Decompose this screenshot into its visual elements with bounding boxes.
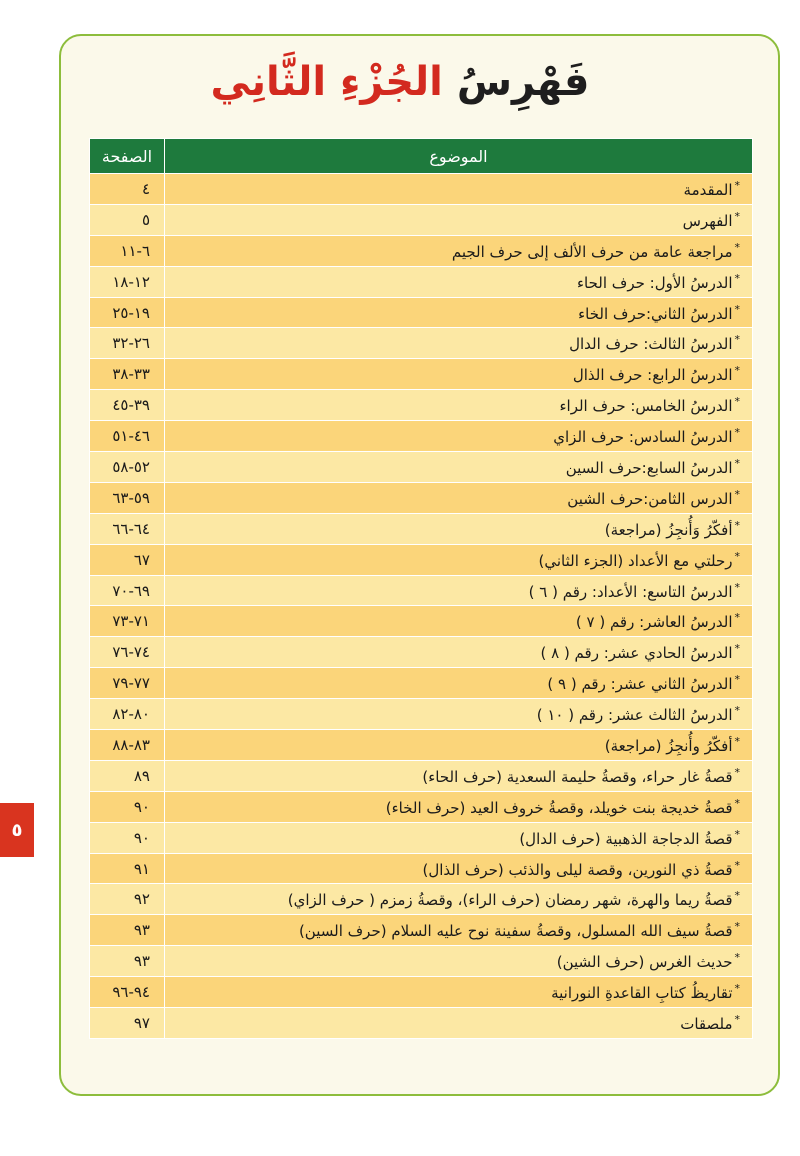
row-topic [165, 606, 753, 637]
table-row [90, 297, 753, 328]
row-topic [165, 544, 753, 575]
table-row [90, 204, 753, 235]
bullet-star-icon: * [734, 951, 740, 965]
bullet-star-icon: * [734, 178, 740, 192]
row-page: ٩٠ [90, 822, 165, 853]
row-topic-text: تقاريظُ كتابِ القاعدةِ النورانية [551, 984, 733, 1003]
row-topic-text: الدرسُ العاشر: رقم ( ٧ ) [575, 613, 733, 632]
bullet-star-icon: * [734, 518, 740, 532]
row-topic-text: الدرسُ الثالث عشر: رقم ( ١٠ ) [536, 706, 733, 725]
row-topic-text: قصةُ غار حراء، وقصةُ حليمة السعدية (حرف الحاء) [422, 767, 733, 786]
bullet-star-icon: * [734, 395, 740, 409]
bullet-star-icon: * [734, 982, 740, 996]
row-topic [165, 699, 753, 730]
row-topic-text: الدرسُ الحادي عشر: رقم ( ٨ ) [540, 644, 733, 663]
row-page: ٧٧-٧٩ [90, 668, 165, 699]
table-row [90, 915, 753, 946]
table-row [90, 235, 753, 266]
bullet-star-icon: * [734, 858, 740, 872]
row-topic [165, 977, 753, 1008]
bullet-star-icon: * [734, 487, 740, 501]
table-row [90, 977, 753, 1008]
row-page: ٤ [90, 174, 165, 205]
row-topic [165, 482, 753, 513]
table-header-row [90, 139, 753, 174]
header-page: الصفحة [90, 139, 165, 174]
row-page: ٣٩-٤٥ [90, 390, 165, 421]
row-topic [165, 668, 753, 699]
table-row [90, 699, 753, 730]
row-page: ٩٧ [90, 1008, 165, 1039]
row-topic-text: الدرسُ التاسع: الأعداد: رقم ( ٦ ) [528, 582, 733, 601]
bullet-star-icon: * [734, 765, 740, 779]
header-topic: الموضوع [165, 139, 753, 174]
row-topic-text: مراجعة عامة من حرف الألف إلى حرف الجيم [451, 242, 733, 261]
row-topic-text: قصةُ الدجاجة الذهبية (حرف الدال) [519, 829, 733, 848]
table-row [90, 791, 753, 822]
row-topic-text: الدرسُ الأول: حرف الحاء [576, 273, 733, 292]
row-topic [165, 730, 753, 761]
row-page: ٣٣-٣٨ [90, 359, 165, 390]
row-page: ٢٦-٣٢ [90, 328, 165, 359]
table-row [90, 266, 753, 297]
row-topic-text: قصةُ خديجة بنت خويلد، وقصةُ خروف العيد (حرف الخاء) [385, 798, 733, 817]
table-row [90, 174, 753, 205]
contents-table [89, 138, 753, 1039]
bullet-star-icon: * [734, 549, 740, 563]
row-topic-text: رحلتي مع الأعداد (الجزء الثاني) [538, 551, 733, 570]
row-topic-text: الدرس الثامن:حرف الشين [567, 489, 733, 508]
table-row [90, 946, 753, 977]
row-topic [165, 204, 753, 235]
row-topic [165, 853, 753, 884]
row-topic-text: الدرسُ السادس: حرف الزاي [553, 428, 733, 447]
table-row [90, 730, 753, 761]
row-page: ٥٩-٦٣ [90, 482, 165, 513]
bullet-star-icon: * [734, 796, 740, 810]
bullet-star-icon: * [734, 426, 740, 440]
row-topic-text: الدرسُ الرابع: حرف الذال [572, 366, 733, 385]
table-row [90, 390, 753, 421]
bullet-star-icon: * [734, 827, 740, 841]
table-row [90, 482, 753, 513]
row-page: ٩٣ [90, 915, 165, 946]
page-number-tab: ٥ [0, 803, 34, 857]
row-page: ٩٣ [90, 946, 165, 977]
title-word-index: فَهْرِسُ [456, 59, 590, 105]
row-page: ٨٣-٨٨ [90, 730, 165, 761]
table-row [90, 452, 753, 483]
row-page: ٩٢ [90, 884, 165, 915]
bullet-star-icon: * [734, 673, 740, 687]
row-topic [165, 359, 753, 390]
bullet-star-icon: * [734, 889, 740, 903]
table-row [90, 668, 753, 699]
bullet-star-icon: * [734, 580, 740, 594]
row-topic [165, 822, 753, 853]
row-page: ٦٧ [90, 544, 165, 575]
row-page: ٥٢-٥٨ [90, 452, 165, 483]
row-topic-text: حديث الغرس (حرف الشين) [556, 953, 733, 972]
bullet-star-icon: * [734, 1012, 740, 1026]
row-topic [165, 791, 753, 822]
row-topic [165, 513, 753, 544]
table-body [90, 174, 753, 1039]
row-page: ١٢-١٨ [90, 266, 165, 297]
table-row [90, 575, 753, 606]
row-topic [165, 575, 753, 606]
row-topic [165, 235, 753, 266]
bullet-star-icon: * [734, 456, 740, 470]
row-topic-text: أفكّرُ وَأُنجِزُ (مراجعة) [604, 520, 733, 539]
row-topic [165, 1008, 753, 1039]
table-row [90, 359, 753, 390]
row-page: ٦٤-٦٦ [90, 513, 165, 544]
table-row [90, 884, 753, 915]
bullet-star-icon: * [734, 209, 740, 223]
row-page: ٧٤-٧٦ [90, 637, 165, 668]
row-page: ٩١ [90, 853, 165, 884]
row-topic [165, 637, 753, 668]
row-topic-text: الدرسُ الثاني عشر: رقم ( ٩ ) [547, 675, 733, 694]
row-topic [165, 915, 753, 946]
row-topic [165, 328, 753, 359]
row-page: ٦٩-٧٠ [90, 575, 165, 606]
row-page: ١٩-٢٥ [90, 297, 165, 328]
bullet-star-icon: * [734, 333, 740, 347]
row-topic [165, 297, 753, 328]
table-row [90, 637, 753, 668]
bullet-star-icon: * [734, 734, 740, 748]
bullet-star-icon: * [734, 364, 740, 378]
row-topic-text: الدرسُ السابع:حرف السين [565, 458, 733, 477]
row-topic [165, 390, 753, 421]
row-topic [165, 946, 753, 977]
table-row [90, 421, 753, 452]
row-topic-text: أفكّرُ وأُنجِزُ (مراجعة) [604, 736, 733, 755]
row-page: ٩٤-٩٦ [90, 977, 165, 1008]
bullet-star-icon: * [734, 642, 740, 656]
row-page: ٤٦-٥١ [90, 421, 165, 452]
row-topic-text: قصةُ ريما والهرة، شهر رمضان (حرف الراء)، وقصةُ زمزم ( حرف الزاي) [287, 891, 733, 910]
bullet-star-icon: * [734, 240, 740, 254]
table-row [90, 513, 753, 544]
bullet-star-icon: * [734, 920, 740, 934]
row-topic [165, 760, 753, 791]
table-row [90, 544, 753, 575]
row-topic-text: المقدمة [683, 180, 733, 199]
row-topic-text: قصةُ ذي النورين، وقصة ليلى والذئب (حرف الذال) [422, 860, 733, 879]
row-topic [165, 421, 753, 452]
row-topic-text: الدرسُ الثالث: حرف الدال [569, 335, 733, 354]
bullet-star-icon: * [734, 704, 740, 718]
row-page: ٧١-٧٣ [90, 606, 165, 637]
table-row [90, 328, 753, 359]
page-title [0, 54, 800, 110]
row-topic-text: الدرسُ الثاني:حرف الخاء [578, 304, 733, 323]
row-topic [165, 266, 753, 297]
bullet-star-icon: * [734, 271, 740, 285]
row-page: ٨٩ [90, 760, 165, 791]
row-topic [165, 884, 753, 915]
row-topic-text: الدرسُ الخامس: حرف الراء [559, 397, 733, 416]
table-row [90, 760, 753, 791]
row-page: ٦-١١ [90, 235, 165, 266]
table-row [90, 822, 753, 853]
table-row [90, 606, 753, 637]
row-topic-text: الفهرس [682, 211, 733, 230]
row-page: ٥ [90, 204, 165, 235]
row-topic [165, 174, 753, 205]
table-row [90, 1008, 753, 1039]
row-topic-text: قصةُ سيف الله المسلول، وقصةُ سفينة نوح عليه السلام (حرف السين) [298, 922, 733, 941]
row-page: ٩٠ [90, 791, 165, 822]
table-row [90, 853, 753, 884]
row-topic-text: ملصقات [680, 1014, 733, 1033]
row-topic [165, 452, 753, 483]
bullet-star-icon: * [734, 611, 740, 625]
title-word-part-two: الجُزْءِ الثَّانِي [210, 59, 443, 105]
row-page: ٨٠-٨٢ [90, 699, 165, 730]
bullet-star-icon: * [734, 302, 740, 316]
